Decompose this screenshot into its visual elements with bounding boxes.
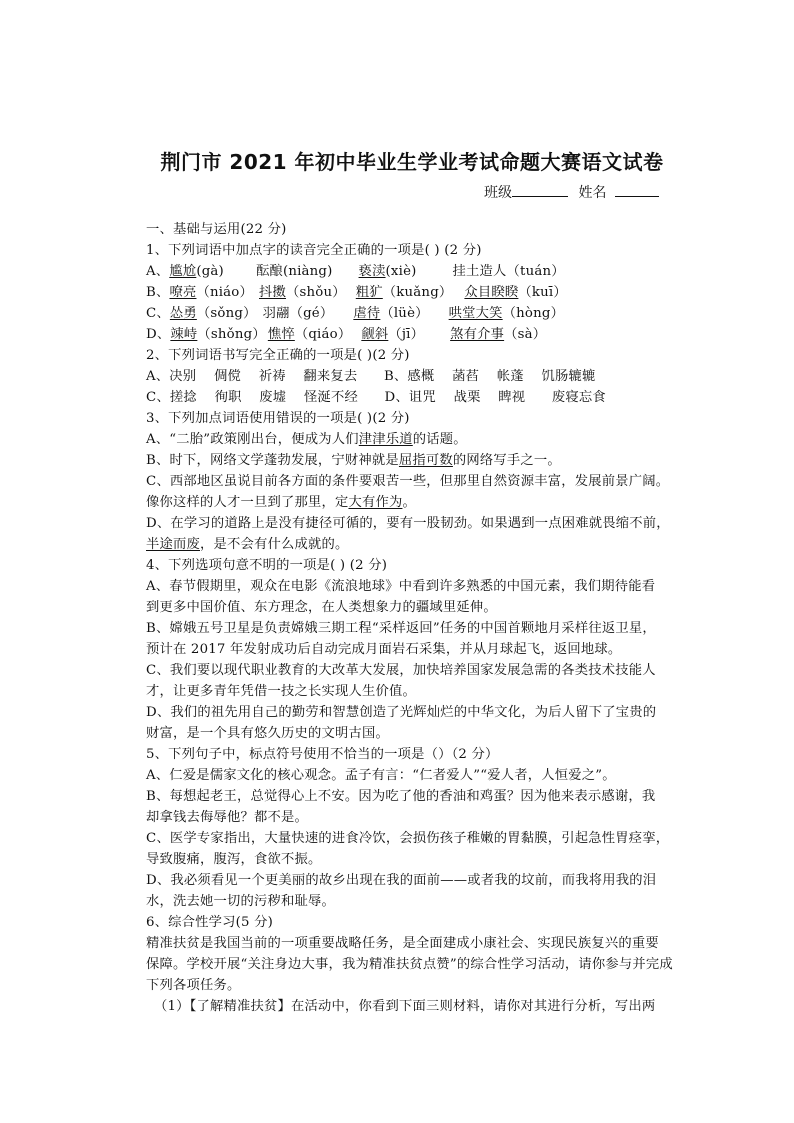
question-6-paragraph-line-2: 保障。学校开展“关注身边大事，我为精准扶贫点赞”的综合性学习活动，请你参与并完成 [146, 957, 673, 972]
question-6-stem: 6、综合性学习(5 分) [146, 915, 273, 930]
question-2-stem: 2、下列词语书写完全正确的一项是( )(2 分) [146, 348, 410, 363]
question-2-options-ab: A、决别 倜傥 祈祷 翻来复去 B、感概 菡萏 帐蓬 饥肠辘辘 [146, 369, 596, 384]
question-4-option-b-line-1: B、嫦娥五号卫星是负责嫦娥三期工程“采样返回”任务的中国首颗地月采样往返卫星， [146, 621, 656, 636]
page-title: 荆门市 2021 年初中毕业生学业考试命题大赛语文试卷 [160, 150, 664, 174]
section-heading: 一、基础与运用(22 分) [146, 222, 287, 237]
question-6-subquestion-1: （1）【了解精准扶贫】在活动中，你看到下面三则材料，请你对其进行分析，写出两 [154, 999, 656, 1014]
question-4-option-c-line-1: C、我们要以现代职业教育的大改革大发展，加快培养国家发展急需的各类技术技能人 [146, 663, 656, 678]
question-5-option-c-line-2: 导致腹痛，腹泻，食欲不振。 [146, 852, 322, 867]
question-1-option-d: D、竦峙（shǒng） 憔悴（qiáo） 觎斜（jī） 煞有介事（sà） [146, 327, 547, 342]
name-blank[interactable] [615, 182, 659, 197]
question-1-option-b: B、嘹亮（niáo） 抖擞（shǒu） 粗犷（kuǎng） 众目睽睽（kuī） [146, 285, 567, 300]
question-5-option-a: A、仁爱是儒家文化的核心观念。孟子有言：“仁者爱人”“爱人者，人恒爱之”。 [146, 768, 616, 783]
question-3-option-c-line-2: 像你这样的人才一旦到了那里，定大有作为。 [146, 495, 416, 510]
question-1-option-a: A、尴尬(gà) 酝酿(niàng) 亵渎(xiè) 挂土造人（tuán） [146, 264, 565, 279]
question-3-option-d-line-1: D、在学习的道路上是没有捷径可循的，要有一股韧劲。如果遇到一点困难就畏缩不前， [146, 516, 670, 531]
class-label: 班级 [484, 185, 512, 201]
question-5-option-c-line-1: C、医学专家指出，大量快速的进食冷饮，会损伤孩子稚嫩的胃黏膜，引起急性胃痉挛， [146, 831, 670, 846]
question-4-option-d-line-1: D、我们的祖先用自己的勤劳和智慧创造了光辉灿烂的中华文化，为后人留下了宝贵的 [146, 705, 657, 720]
question-4-option-a-line-2: 到更多中国价值、东方理念，在人类想象力的疆域里延伸。 [146, 600, 497, 615]
question-3-option-a: A、“二胎”政策刚出台，便成为人们津津乐道的话题。 [146, 432, 467, 447]
question-3-option-b: B、时下，网络文学蓬勃发展，宁财神就是屈指可数的网络写手之一。 [146, 453, 561, 468]
question-2-options-cd: C、搓捻 徇职 废墟 怪涎不经 D、诅咒 战栗 睥视 废寝忘食 [146, 390, 606, 405]
question-5-option-d-line-2: 水，洗去她一切的污秽和耻辱。 [146, 894, 335, 909]
question-4-option-a-line-1: A、春节假期里，观众在电影《流浪地球》中看到许多熟悉的中国元素，我们期待能看 [146, 579, 656, 594]
question-6-paragraph-line-1: 精准扶贫是我国当前的一项重要战略任务，是全面建成小康社会、实现民族复兴的重要 [146, 936, 659, 951]
question-4-option-c-line-2: 才，让更多青年凭借一技之长实现人生价值。 [146, 684, 416, 699]
question-5-option-b-line-2: 却拿钱去侮辱他？都不是。 [146, 810, 308, 825]
question-5-option-d-line-1: D、我必须看见一个更美丽的故乡出现在我的面前——或者我的坟前，而我将用我的泪 [146, 873, 657, 888]
question-1-stem: 1、下列词语中加点字的读音完全正确的一项是( ) (2 分) [146, 243, 482, 258]
question-4-stem: 4、下列选项句意不明的一项是( ) (2 分) [146, 558, 388, 573]
question-4-option-d-line-2: 财富，是一个具有悠久历史的文明古国。 [146, 726, 389, 741]
student-info-line [484, 182, 659, 202]
question-5-stem: 5、下列句子中，标点符号使用不恰当的一项是（）（2 分） [146, 747, 499, 762]
question-3-option-c-line-1: C、西部地区虽说目前各方面的条件要艰苦一些，但那里自然资源丰富，发展前景广阔。 [146, 474, 670, 489]
question-1-option-c: C、怂勇（sǒng） 羽翮（gé） 虐待（lüè） 哄堂大笑（hòng） [146, 306, 565, 321]
question-4-option-b-line-2: 预计在 2017 年发射成功后自动完成月面岩石采集，并从月球起飞，返回地球。 [146, 642, 622, 657]
question-5-option-b-line-1: B、每想起老王，总觉得心上不安。因为吃了他的香油和鸡蛋？因为他来表示感谢，我 [146, 789, 656, 804]
name-label: 姓名 [578, 185, 607, 201]
question-3-option-d-line-2: 半途而废，是不会有什么成就的。 [146, 537, 349, 552]
class-blank[interactable] [512, 182, 568, 197]
question-6-paragraph-line-3: 下列各项任务。 [146, 978, 241, 993]
question-3-stem: 3、下列加点词语使用错误的一项是( )(2 分) [146, 411, 410, 426]
